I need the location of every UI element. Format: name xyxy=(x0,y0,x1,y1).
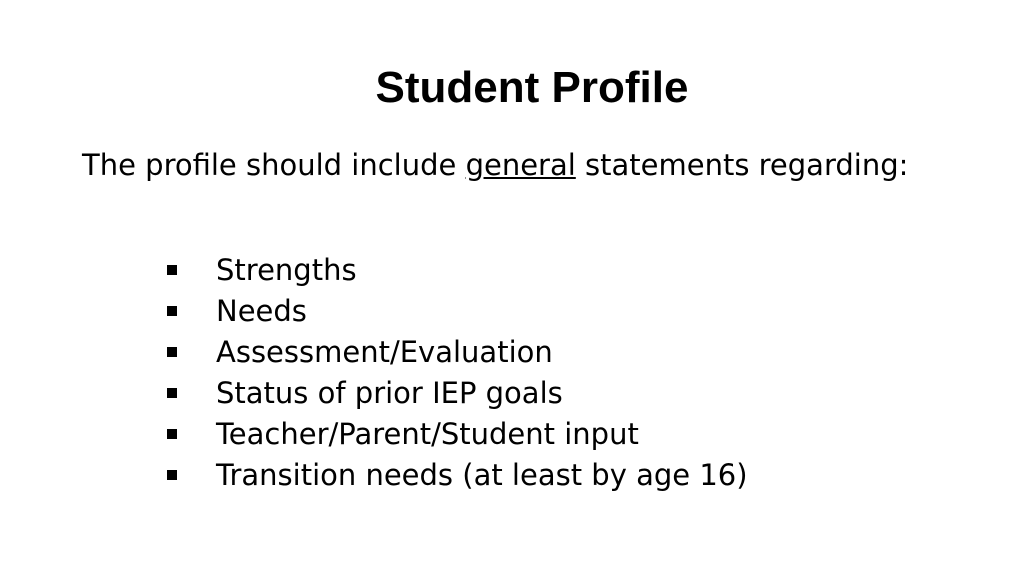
square-bullet-icon xyxy=(167,265,177,275)
bullet-list xyxy=(164,250,748,496)
list-item-label: Transition needs (at least by age 16) xyxy=(216,458,748,492)
list-item xyxy=(164,455,748,496)
list-item xyxy=(164,291,748,332)
square-bullet-icon xyxy=(167,347,177,357)
intro-emphasis: general xyxy=(465,148,576,182)
list-item-label: Assessment/Evaluation xyxy=(216,335,553,369)
list-item-label: Teacher/Parent/Student input xyxy=(216,417,639,451)
list-item xyxy=(164,414,748,455)
intro-paragraph xyxy=(82,148,912,183)
list-item-label: Status of prior IEP goals xyxy=(216,376,563,410)
list-item xyxy=(164,332,748,373)
intro-text-before: The profile should include xyxy=(82,148,466,182)
square-bullet-icon xyxy=(167,306,177,316)
list-item-label: Needs xyxy=(216,294,307,328)
square-bullet-icon xyxy=(167,470,177,480)
intro-text-after: statements regarding: xyxy=(575,148,909,182)
square-bullet-icon xyxy=(167,388,177,398)
list-item xyxy=(164,373,748,414)
list-item-label: Strengths xyxy=(216,253,357,287)
slide-title: Student Profile xyxy=(375,63,689,112)
square-bullet-icon xyxy=(167,429,177,439)
list-item xyxy=(164,250,748,291)
